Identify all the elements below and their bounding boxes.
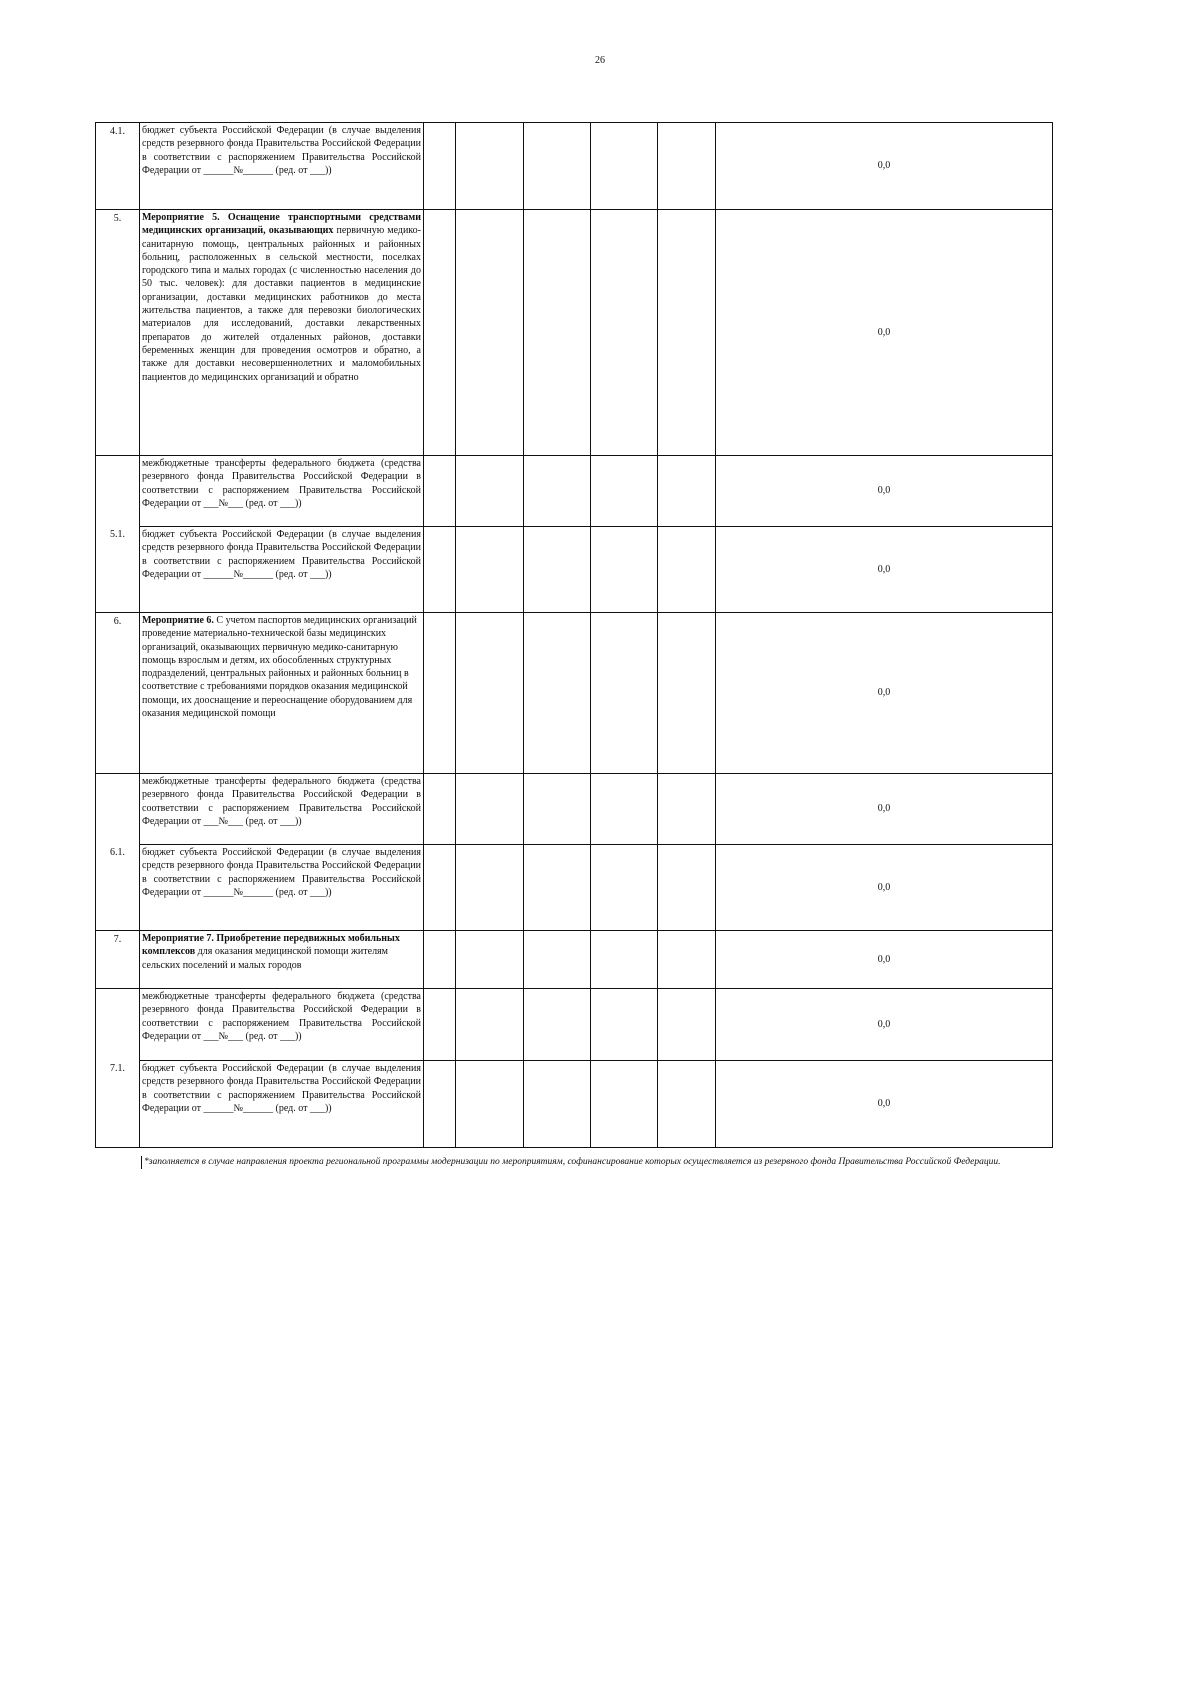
- row-value: 0,0: [716, 1061, 1053, 1148]
- row-value: 0,0: [716, 210, 1053, 456]
- table-row: [96, 527, 1053, 613]
- row-description: [140, 613, 424, 774]
- row-value: 0,0: [716, 456, 1053, 527]
- table-row: [96, 774, 1053, 845]
- row-number: 5.: [96, 210, 140, 456]
- table-row: [96, 1061, 1053, 1148]
- budget-table: [95, 122, 1053, 1148]
- row-description: межбюджетные трансферты федерального бюджета (средства резервного фонда Правительства Российской Федерации в соответствии с распоряжением Правительства Российской Федерации от ___№___ (ред. от ___)): [140, 456, 424, 527]
- table-row: [96, 613, 1053, 774]
- table-row: [96, 931, 1053, 989]
- table-row: [96, 456, 1053, 527]
- row-description: межбюджетные трансферты федерального бюджета (средства резервного фонда Правительства Российской Федерации в соответствии с распоряжением Правительства Российской Федерации от ___№___ (ред. от ___)): [140, 989, 424, 1061]
- measure-text: первичную медико-санитарную помощь, центральных районных и районных больниц, расположенных в сельской местности, поселках городского типа и малых городах (с численностью населения до 50 тыс. человек): для доставки пациентов в медицинские организации, доставки медицинских работников до места жительства пациентов, а также для перевозки биологических материалов для исследований, доставки лекарственных препаратов до жителей отдаленных районов, доставки беременных женщин для проведения осмотров и обратно, а также для доставки несовершеннолетних и маломобильных пациентов до медицинских организаций и обратно: [142, 225, 421, 383]
- table-row: [96, 123, 1053, 210]
- row-number: 5.1.: [96, 456, 140, 613]
- measure-text: С учетом паспортов медицинских организаций проведение материально-технической базы медицинских организаций, оказывающих первичную медико-санитарную помощь взрослым и детям, их обособленных структурных подразделений, центральных районных и районных больниц в соответствие с требованиями порядков оказания медицинской помощи, их дооснащение и переоснащение оборудованием для оказания медицинской помощи: [142, 615, 417, 720]
- row-description: межбюджетные трансферты федерального бюджета (средства резервного фонда Правительства Российской Федерации в соответствии с распоряжением Правительства Российской Федерации от ___№___ (ред. от ___)): [140, 774, 424, 845]
- row-description: бюджет субъекта Российской Федерации (в случае выделения средств резервного фонда Правительства Российской Федерации в соответствии с распоряжением Правительства Российской Федерации от ______№______ (ред. от ___)): [140, 1061, 424, 1148]
- table-row: [96, 845, 1053, 931]
- table-row: [96, 989, 1053, 1061]
- table-row: [96, 210, 1053, 456]
- row-number: 7.: [96, 931, 140, 989]
- measure-title: Мероприятие 5. Оснащение транспортными средствами медицинских организаций, оказывающих: [142, 212, 421, 237]
- row-value: 0,0: [716, 931, 1053, 989]
- row-number: 4.1.: [96, 123, 140, 210]
- row-number: 6.1.: [96, 774, 140, 931]
- row-number: 7.1.: [96, 989, 140, 1148]
- row-value: 0,0: [716, 123, 1053, 210]
- row-value: 0,0: [716, 774, 1053, 845]
- measure-text: для оказания медицинской помощи жителям сельских поселений и малых городов: [142, 946, 388, 971]
- measure-title: Мероприятие 7. Приобретение передвижных мобильных комплексов: [142, 933, 400, 958]
- row-description: бюджет субъекта Российской Федерации (в случае выделения средств резервного фонда Правительства Российской Федерации в соответствии с распоряжением Правительства Российской Федерации от ______№______ (ред. от ___)): [140, 845, 424, 931]
- row-description: [140, 210, 424, 456]
- row-value: 0,0: [716, 845, 1053, 931]
- page-number: 26: [595, 55, 605, 66]
- row-value: 0,0: [716, 613, 1053, 774]
- footnote: *заполняется в случае направления проекта региональной программы модернизации по мероприятиям, софинансирование которых осуществляется из резервного фонда Правительства Российской Федерации.: [141, 1156, 1044, 1169]
- row-value: 0,0: [716, 989, 1053, 1061]
- row-number: 6.: [96, 613, 140, 774]
- row-description: [140, 931, 424, 989]
- row-description: бюджет субъекта Российской Федерации (в случае выделения средств резервного фонда Правительства Российской Федерации в соответствии с распоряжением Правительства Российской Федерации от ______№______ (ред. от ___)): [140, 123, 424, 210]
- row-value: 0,0: [716, 527, 1053, 613]
- measure-title: Мероприятие 6.: [142, 615, 214, 626]
- row-description: бюджет субъекта Российской Федерации (в случае выделения средств резервного фонда Правительства Российской Федерации в соответствии с распоряжением Правительства Российской Федерации от ______№______ (ред. от ___)): [140, 527, 424, 613]
